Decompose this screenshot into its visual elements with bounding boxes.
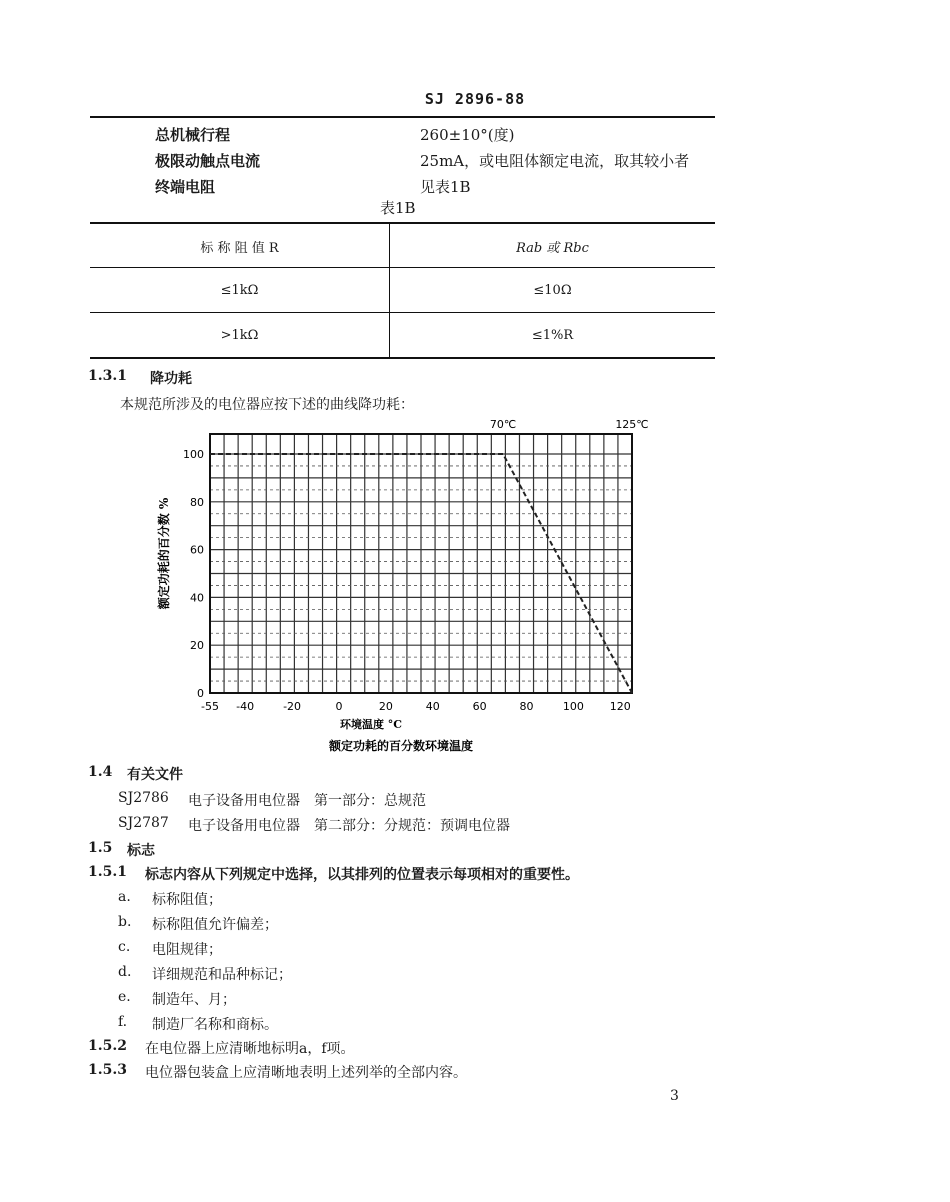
x-tick-label: 0 <box>335 700 343 713</box>
section-number: 1.4 <box>88 764 113 780</box>
section-text: 本规范所涉及的电位器应按下述的曲线降功耗： <box>120 397 414 413</box>
table-cell: ≤10Ω <box>533 283 572 298</box>
list-letter: f. <box>118 1014 128 1030</box>
section-number: 1.5.1 <box>88 864 127 880</box>
list-item: 制造厂名称和商标。 <box>152 1017 278 1033</box>
x-tick-label: 100 <box>562 700 584 713</box>
section-number: 1.5.3 <box>88 1062 127 1078</box>
doc-title: 电子设备用电位器 第一部分：总规范 <box>188 793 426 809</box>
list-letter: b. <box>118 914 132 930</box>
table-cell: ≤1%R <box>531 328 574 343</box>
doc-title: 电子设备用电位器 第二部分：分规范：预调电位器 <box>188 818 510 834</box>
property-value: 25mA，或电阻体额定电流，取其较小者 <box>420 152 690 170</box>
y-tick-label: 40 <box>190 591 204 605</box>
section-text: 标志内容从下列规定中选择，以其排列的位置表示每项相对的重要性。 <box>145 867 579 883</box>
x-tick-label: 20 <box>378 700 393 713</box>
table-header-rule <box>90 267 715 268</box>
table-header-cell: 标 称 阻 值 R <box>200 241 279 256</box>
property-name: 终端电阻 <box>155 178 216 196</box>
annotation-70c: 70℃ <box>489 418 517 431</box>
chart-title: 额定功耗的百分数环境温度 <box>328 739 474 753</box>
derating-curve <box>210 454 632 693</box>
list-letter: a. <box>118 889 131 905</box>
list-item: 标称阻值； <box>152 892 222 908</box>
header-rule <box>90 116 715 118</box>
section-number: 1.5.2 <box>88 1038 127 1054</box>
list-item: 制造年、月； <box>152 992 236 1008</box>
list-item: 详细规范和品种标记； <box>152 967 292 983</box>
table-top-rule <box>90 222 715 224</box>
list-letter: e. <box>118 989 131 1005</box>
chart-frame <box>210 434 632 693</box>
table-cell: ≤1kΩ <box>220 283 259 298</box>
y-tick-label: 60 <box>190 543 204 557</box>
table-bottom-rule <box>90 357 715 359</box>
x-tick-label: 40 <box>425 700 440 713</box>
property-name: 极限动触点电流 <box>155 152 261 170</box>
document-code-header: SJ 2896-88 <box>424 90 526 108</box>
annotation-125c: 125℃ <box>615 418 649 431</box>
section-title: 有关文件 <box>127 767 183 783</box>
y-tick-label: 0 <box>197 687 204 700</box>
x-tick-label: -20 <box>283 700 302 713</box>
x-tick-label: -55 <box>201 700 219 713</box>
section-title: 标志 <box>127 843 155 859</box>
property-value: 260±10°(度) <box>420 126 515 144</box>
doc-code: SJ2786 <box>118 790 169 806</box>
x-tick-label: 80 <box>519 700 534 713</box>
list-item: 标称阻值允许偏差； <box>152 917 278 933</box>
y-axis-label: 额定功耗的百分数 % <box>157 497 171 610</box>
x-tick-label: -40 <box>236 700 255 713</box>
section-text: 电位器包装盒上应清晰地表明上述列举的全部内容。 <box>145 1065 467 1081</box>
section-number: 1.5 <box>88 840 113 856</box>
y-tick-label: 20 <box>190 639 204 653</box>
x-tick-label: 120 <box>609 700 631 713</box>
list-item: 电阻规律； <box>152 942 222 958</box>
list-letter: d. <box>118 964 132 980</box>
doc-code: SJ2787 <box>118 815 169 831</box>
table-header-cell: Rab 或 Rbc <box>516 241 589 256</box>
table-row-rule <box>90 312 715 313</box>
section-title: 降功耗 <box>150 371 192 387</box>
section-text: 在电位器上应清晰地标明a，f项。 <box>145 1041 355 1057</box>
y-tick-label: 80 <box>190 495 204 509</box>
y-tick-label: 100 <box>183 448 204 461</box>
x-axis-label: 环境温度 °C <box>339 718 403 731</box>
list-letter: c. <box>118 939 131 955</box>
table-cell: >1kΩ <box>220 328 259 343</box>
property-name: 总机械行程 <box>155 126 231 144</box>
x-tick-label: 60 <box>472 700 487 713</box>
property-value: 见表1B <box>420 178 471 196</box>
section-number: 1.3.1 <box>88 368 127 384</box>
table-caption: 表1B <box>380 199 416 217</box>
page-number: 3 <box>670 1088 679 1104</box>
